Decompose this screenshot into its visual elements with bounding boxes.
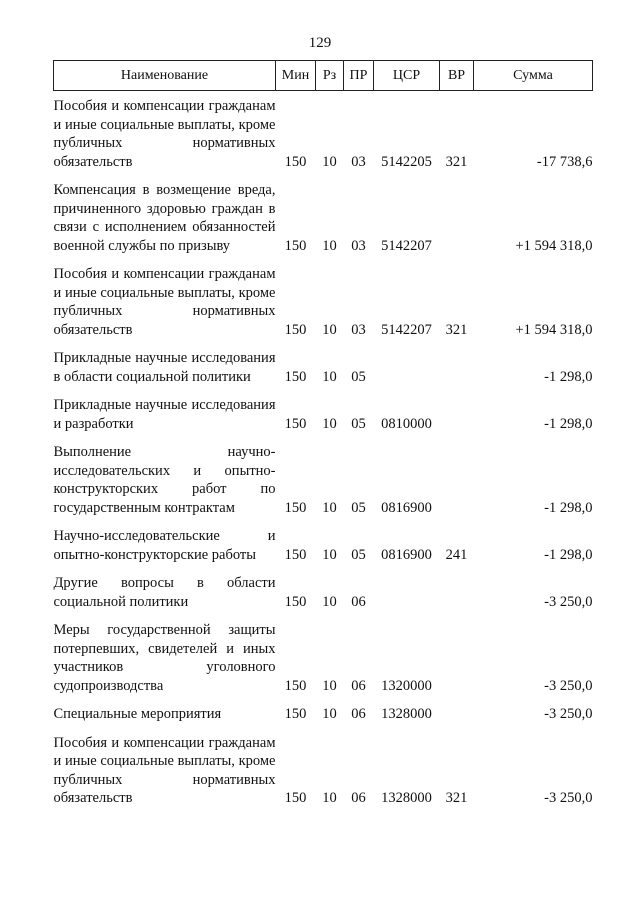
- row-min: 150: [284, 153, 307, 170]
- header-pr: ПР: [344, 61, 374, 91]
- row-sum: -17 738,6: [536, 153, 593, 170]
- table-row: [54, 171, 593, 255]
- row-pr: 05: [351, 415, 366, 432]
- row-name: Другие вопросы в области социальной политики: [53, 575, 276, 610]
- row-vr: 321: [445, 321, 468, 338]
- row-sum: -3 250,0: [544, 593, 593, 610]
- table-row: [54, 611, 593, 695]
- table-row: [54, 517, 593, 564]
- row-rz: 10: [322, 415, 337, 432]
- row-min: 150: [284, 415, 307, 432]
- row-rz: 10: [322, 790, 337, 806]
- row-min: 150: [284, 368, 307, 385]
- table-row: [54, 724, 593, 808]
- row-min: 150: [284, 790, 307, 806]
- row-name: Специальные мероприятия: [53, 706, 222, 722]
- row-name: Прикладные научные исследования и разработки: [53, 397, 276, 432]
- row-min: 150: [284, 499, 307, 516]
- row-sum: +1 594 318,0: [515, 237, 593, 254]
- row-pr: 06: [351, 593, 366, 610]
- row-csr: 1328000: [381, 790, 432, 806]
- row-vr: [440, 611, 474, 695]
- row-pr: 03: [351, 153, 366, 170]
- header-min: Мин: [276, 61, 316, 91]
- row-vr: [440, 433, 474, 517]
- table-row: [54, 564, 593, 611]
- row-name: Выполнение научно-исследовательских и опытно-конструкторских работ по государственным контрактам: [53, 444, 276, 516]
- row-min: 150: [284, 546, 307, 563]
- row-rz: 10: [322, 153, 337, 170]
- row-csr: 5142207: [381, 321, 432, 338]
- header-rz: Рз: [316, 61, 344, 91]
- row-csr: 5142205: [381, 153, 432, 170]
- row-min: 150: [284, 706, 307, 722]
- row-rz: 10: [322, 499, 337, 516]
- header-sum: Сумма: [474, 61, 593, 91]
- row-vr: 321: [445, 790, 468, 806]
- row-sum: -1 298,0: [544, 415, 593, 432]
- row-vr: [440, 564, 474, 611]
- row-csr: [374, 564, 440, 611]
- table-row: [54, 386, 593, 433]
- table-header-row: [54, 61, 593, 91]
- row-min: 150: [284, 237, 307, 254]
- row-rz: 10: [322, 321, 337, 338]
- row-pr: 05: [351, 546, 366, 563]
- row-sum: -3 250,0: [544, 706, 593, 722]
- row-rz: 10: [322, 706, 337, 722]
- row-sum: -3 250,0: [544, 790, 593, 806]
- row-csr: 0810000: [381, 415, 432, 432]
- row-csr: 5142207: [381, 237, 432, 254]
- budget-table: [53, 60, 593, 808]
- row-name: Пособия и компенсации гражданам и иные социальные выплаты, кроме публичных нормативных обязательств: [53, 98, 276, 170]
- row-csr: [374, 339, 440, 386]
- row-name: Меры государственной защиты потерпевших, свидетелей и иных участников уголовного судопроизводства: [53, 622, 276, 694]
- row-sum: +1 594 318,0: [515, 321, 593, 338]
- row-pr: 05: [351, 499, 366, 516]
- header-csr: ЦСР: [374, 61, 440, 91]
- row-rz: 10: [322, 546, 337, 563]
- row-pr: 06: [351, 706, 366, 722]
- row-sum: -1 298,0: [544, 368, 593, 385]
- table-row: [54, 91, 593, 172]
- table-row: [54, 695, 593, 724]
- row-rz: 10: [322, 368, 337, 385]
- row-pr: 03: [351, 237, 366, 254]
- row-csr: 0816900: [381, 499, 432, 516]
- row-sum: -1 298,0: [544, 546, 593, 563]
- table-row: [54, 255, 593, 339]
- row-csr: 0816900: [381, 546, 432, 563]
- row-name: Пособия и компенсации гражданам и иные социальные выплаты, кроме публичных нормативных обязательств: [53, 734, 276, 806]
- row-min: 150: [284, 321, 307, 338]
- row-sum: -3 250,0: [544, 677, 593, 694]
- row-rz: 10: [322, 237, 337, 254]
- table-row: [54, 339, 593, 386]
- row-pr: 05: [351, 368, 366, 385]
- row-pr: 03: [351, 321, 366, 338]
- row-csr: 1328000: [381, 706, 432, 722]
- row-pr: 06: [351, 677, 366, 694]
- row-name: Пособия и компенсации гражданам и иные социальные выплаты, кроме публичных нормативных обязательств: [53, 266, 276, 338]
- row-min: 150: [284, 593, 307, 610]
- row-name: Научно-исследовательские и опытно-конструкторские работы: [53, 528, 276, 563]
- header-vr: ВР: [440, 61, 474, 91]
- header-name: Наименование: [54, 61, 276, 91]
- row-pr: 06: [351, 790, 366, 806]
- row-vr: [440, 386, 474, 433]
- row-rz: 10: [322, 593, 337, 610]
- page-number: 129: [308, 35, 332, 51]
- table-body: [54, 91, 593, 808]
- row-vr: [440, 339, 474, 386]
- row-name: Компенсация в возмещение вреда, причиненного здоровью граждан в связи с исполнением обязанностей военной службы по призыву: [53, 182, 276, 254]
- row-name: Прикладные научные исследования в области социальной политики: [53, 350, 276, 385]
- row-vr: [440, 171, 474, 255]
- row-rz: 10: [322, 677, 337, 694]
- table-row: [54, 433, 593, 517]
- row-vr: 241: [445, 546, 468, 563]
- row-sum: -1 298,0: [544, 499, 593, 516]
- row-vr: 321: [445, 153, 468, 170]
- row-csr: 1320000: [381, 677, 432, 694]
- row-vr: [440, 695, 474, 724]
- row-min: 150: [284, 677, 307, 694]
